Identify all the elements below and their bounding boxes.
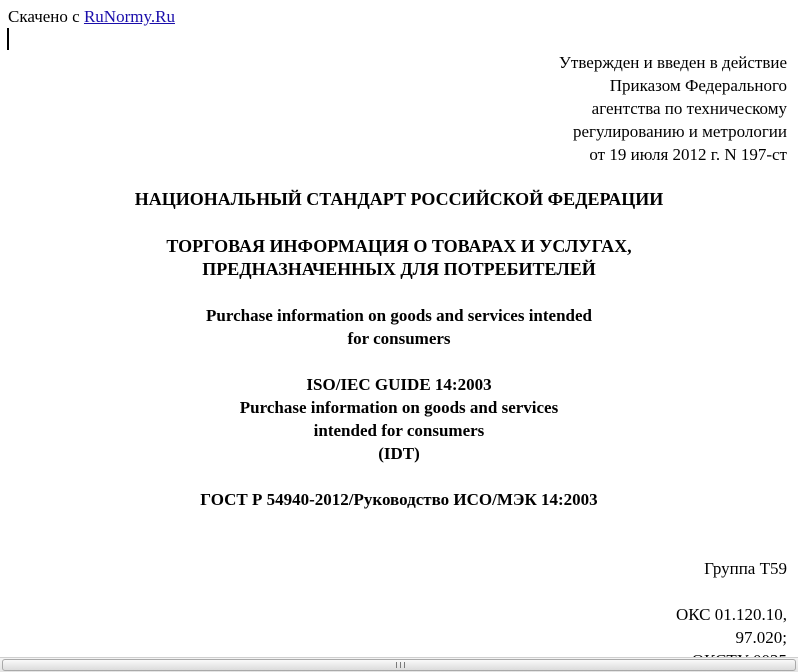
horizontal-scrollbar[interactable] <box>0 657 798 672</box>
gost-designation: ГОСТ Р 54940-2012/Руководство ИСО/МЭК 14:2003 <box>200 490 598 509</box>
oks-code-line-1: ОКС 01.120.10, <box>675 605 787 624</box>
scrollbar-thumb[interactable] <box>2 659 796 671</box>
approval-line-2: Приказом Федерального <box>609 76 787 95</box>
russian-title-line-1: ТОРГОВАЯ ИНФОРМАЦИЯ О ТОВАРАХ И УСЛУГАХ, <box>166 236 632 256</box>
text-cursor <box>7 28 9 50</box>
approval-line-3: агентства по техническому <box>591 99 787 118</box>
source-link[interactable]: RuNormy.Ru <box>83 7 175 26</box>
grip-icon <box>396 662 406 668</box>
iso-code: ISO/IEC GUIDE 14:2003 <box>306 375 492 394</box>
iso-title-line-2: intended for consumers <box>313 421 485 440</box>
approval-line-4: регулированию и метрологии <box>572 122 787 141</box>
classification-group: Группа Т59 <box>704 559 787 578</box>
standard-heading: НАЦИОНАЛЬНЫЙ СТАНДАРТ РОССИЙСКОЙ ФЕДЕРАЦИИ <box>134 189 664 209</box>
source-line <box>8 5 175 28</box>
oks-code-line-2: 97.020; <box>735 628 787 647</box>
iso-idt: (IDT) <box>378 444 420 463</box>
source-prefix: Скачено с <box>8 7 84 26</box>
approval-line-1: Утвержден и введен в действие <box>558 53 787 72</box>
russian-title-line-2: ПРЕДНАЗНАЧЕННЫХ ДЛЯ ПОТРЕБИТЕЛЕЙ <box>202 259 596 279</box>
iso-title-line-1: Purchase information on goods and services <box>239 398 559 417</box>
english-title-line-1: Purchase information on goods and services intended <box>206 306 592 325</box>
approval-line-5: от 19 июля 2012 г. N 197-ст <box>589 145 787 164</box>
english-title-line-2: for consumers <box>347 329 451 348</box>
